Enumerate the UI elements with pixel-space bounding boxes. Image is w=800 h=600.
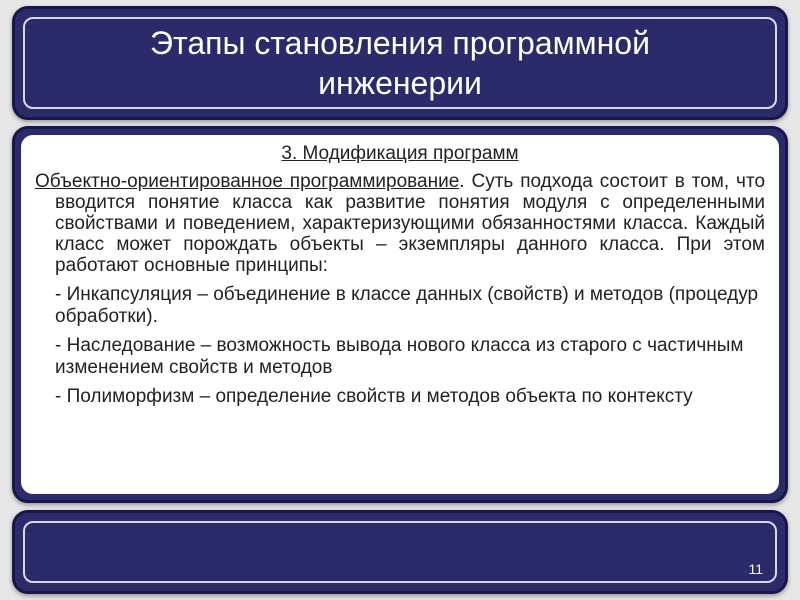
title-frame [23, 17, 777, 109]
content-area [21, 135, 779, 494]
intro-term: Объектно-ориентированное программирование [35, 171, 460, 192]
slide-title: Этапы становления программной инженерии [150, 25, 650, 101]
intro-paragraph [35, 171, 765, 276]
footer-frame [23, 521, 777, 583]
intro-text: . Суть подхода состоит в том, что вводится понятие класса как развитие понятия модуля с определенными свойствами и поведением, характеризующими обязанностями класса. Каждый класс может порождать объекты – экземпляры данного класса. При этом работают основные принципы: [55, 171, 766, 276]
bullet-polymorphism: - Полиморфизм – определение свойств и методов объекта по контексту [55, 386, 693, 407]
section-subtitle: 3. Модификация программ [281, 143, 519, 164]
content-panel [12, 126, 788, 503]
bullet-encapsulation: - Инкапсуляция – объединение в классе данных (свойств) и методов (процедур обработки). [55, 284, 759, 327]
bullet-inheritance: - Наследование – возможность вывода нового класса из старого с частичным изменением свойств и методов [55, 335, 744, 378]
page-number: 11 [748, 561, 763, 577]
title-panel [12, 6, 788, 120]
footer-panel [12, 510, 788, 594]
